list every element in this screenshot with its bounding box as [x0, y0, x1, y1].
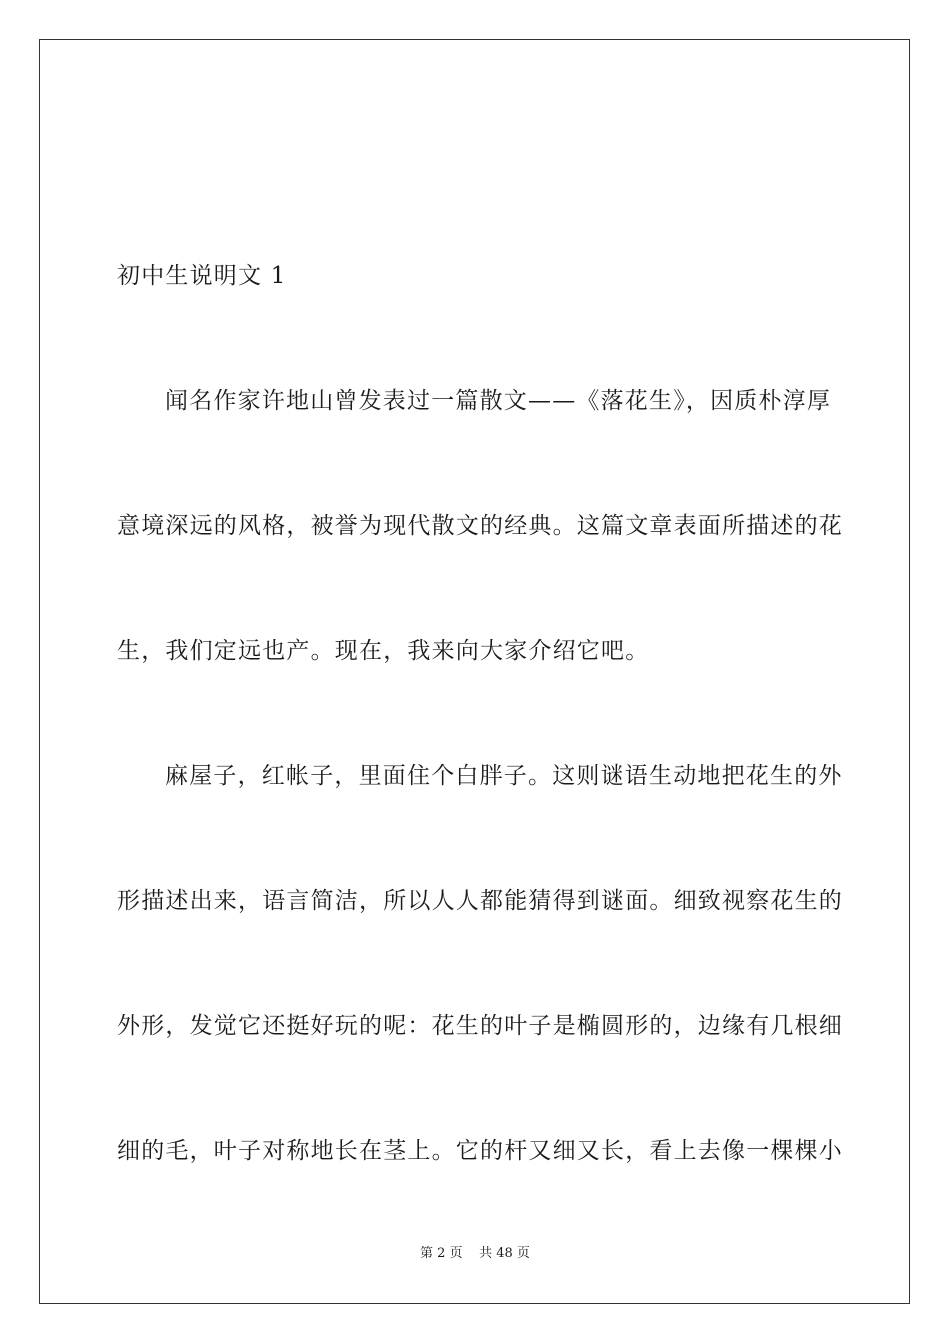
- page-total: 共 48 页: [479, 1246, 530, 1261]
- paragraph-line: 外形，发觉它还挺好玩的呢：花生的叶子是椭圆形的，边缘有几根细: [117, 1013, 843, 1039]
- paragraph-line: 生，我们定远也产。现在，我来向大家介绍它吧。: [117, 638, 650, 664]
- paragraph-line: 闻名作家许地山曾发表过一篇散文——《落花生》，因质朴淳厚: [165, 388, 832, 414]
- paragraph-line: 麻屋子，红帐子，里面住个白胖子。这则谜语生动地把花生的外: [165, 763, 843, 789]
- page-footer: [0, 1245, 950, 1263]
- page-frame: [39, 39, 910, 1304]
- page-number: 第 2 页: [420, 1246, 463, 1261]
- document-title: 初中生说明文 1: [117, 263, 287, 289]
- paragraph-line: 细的毛，叶子对称地长在茎上。它的杆又细又长，看上去像一棵棵小: [117, 1138, 843, 1164]
- paragraph-line: 意境深远的风格，被誉为现代散文的经典。这篇文章表面所描述的花: [117, 513, 843, 539]
- paragraph-line: 形描述出来，语言简洁，所以人人都能猜得到谜面。细致视察花生的: [117, 888, 843, 914]
